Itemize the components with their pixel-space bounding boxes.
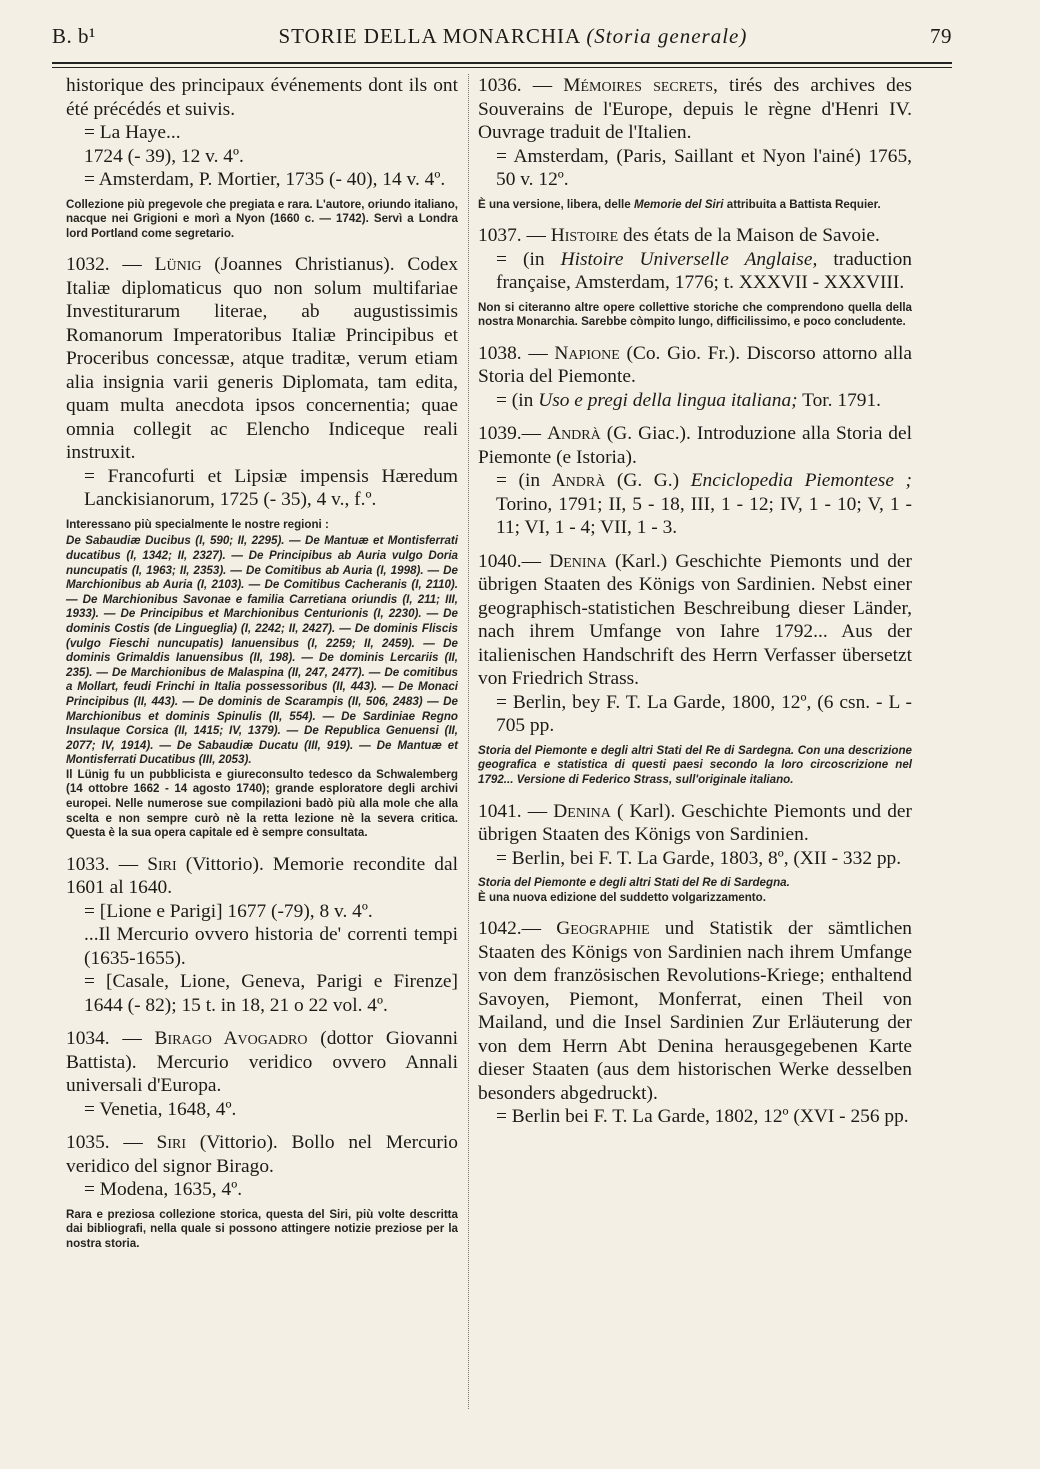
entry-imprint: = Modena, 1635, 4º.	[84, 1179, 243, 1201]
entry-author: Denina	[553, 800, 611, 822]
entry-text	[66, 853, 458, 900]
entry-text	[478, 800, 912, 847]
entry-number: 1032. —	[66, 254, 142, 276]
imprint-italic: Enciclopedia Piemontese ;	[690, 470, 912, 492]
entry-1035	[66, 1131, 458, 1251]
entry-title: (Co. Gio. Fr.). Discorso attorno alla Storia del Piemonte.	[478, 342, 912, 388]
entry-1036	[478, 74, 912, 212]
imprint-italic: Histoire Universelle Anglaise,	[560, 248, 818, 270]
entry-author: Napione	[554, 342, 620, 364]
entry-title: (Karl.) Geschichte Piemonts und der übrigen Staaten des Königs von Sardinien. Nebst einer geographisch-statistichen Beschreibung dieser Länder, nach ihrem Umfange von Iahre 1792... Aus der italienischen Handschrift des Herrn Verfasser übersetzt von Friedrich Strass.	[478, 550, 912, 690]
note-title: Interessano più specialmente le nostre regioni :	[66, 517, 329, 531]
entry-number: 1036. —	[478, 75, 553, 96]
entry-1034	[66, 1027, 458, 1121]
entry-note: Rara e preziosa collezione storica, questa del Siri, più volte descritta dai bibliografi, nella quale si possono attingere notizie preziose per la nostra storia.	[66, 1207, 458, 1251]
running-title-italic: (Storia generale)	[586, 24, 748, 48]
entry-title: ( Karl). Geschichte Piemonts und der übrigen Staaten des Königs von Sardinien.	[478, 800, 912, 846]
imprint-text: Torino, 1791; II, 5 - 18, III, 1 - 12; IV, 1 - 10; V, 1 - 11; VI, 1 - 4; VII, 1 - 3.	[496, 493, 912, 539]
entry-1041	[478, 800, 912, 906]
note-text: È una nuova edizione del suddetto volgarizzamento.	[478, 890, 766, 904]
entry-text: historique des principaux événements dont ils ont été précédés et suivis.	[66, 75, 458, 120]
entry-number: 1038. —	[478, 342, 548, 364]
entry-number: 1033. —	[66, 853, 139, 875]
entry-imprint: = Venetia, 1648, 4º.	[84, 1098, 237, 1120]
entry-imprint: = Berlin bei F. T. La Garde, 1802, 12º (XVI - 256 pp.	[496, 1106, 909, 1128]
entry-imprint: = Amsterdam, (Paris, Saillant et Nyon l'ainé) 1765, 50 v. 12º.	[496, 145, 912, 190]
entry-number: 1039.—	[478, 423, 542, 445]
entry-imprint: = Amsterdam, P. Mortier, 1735 (- 40), 14 v. 4º.	[84, 169, 446, 190]
entry-number: 1041. —	[478, 800, 548, 822]
entry-text	[66, 1131, 458, 1178]
entry-note	[478, 876, 912, 905]
entry-imprint	[478, 389, 912, 413]
entry-title: (Vittorio). Bollo nel Mercurio veridico del signor Birago.	[66, 1132, 458, 1177]
running-title-main: STORIE DELLA MONARCHIA	[278, 24, 581, 48]
entry-imprint: = La Haye...	[84, 122, 181, 143]
entry-imprint	[478, 248, 912, 295]
entry-text	[66, 253, 458, 465]
entry-note	[66, 518, 458, 533]
entry-1037	[478, 224, 912, 330]
entry-1038	[478, 342, 912, 413]
right-column	[478, 74, 912, 1449]
entry-continuation	[66, 74, 458, 241]
entry-text	[478, 342, 912, 389]
entry-author: Siri	[147, 853, 177, 875]
entry-imprint: = Berlin, bey F. T. La Garde, 1800, 12º, (6 csn. - L - 705 pp.	[496, 691, 912, 737]
entry-text	[66, 1027, 458, 1098]
entry-author: Andrà	[547, 423, 601, 445]
entry-imprint: = Berlin, bei F. T. La Garde, 1803, 8º, (XII - 332 pp.	[496, 847, 902, 869]
imprint-text: = (in	[496, 248, 545, 270]
entry-text	[478, 550, 912, 691]
note-text: attribuita a Battista Requier.	[726, 197, 881, 211]
entry-text	[478, 422, 912, 469]
signature-mark: B. b¹	[52, 24, 96, 48]
entry-title: (G. Giac.). Introduzione alla Storia del Piemonte (e Istoria).	[478, 423, 913, 468]
entry-text	[478, 74, 912, 145]
column-divider	[468, 74, 469, 1409]
entry-text: ...Il Mercurio ovvero historia de' correnti tempi (1635-1655).	[84, 924, 458, 969]
entry-number: 1037. —	[478, 225, 546, 247]
entry-note: Non si citeranno altre opere collettive storiche che comprendono quella della nostra Monarchia. Sarebbe còmpito lungo, difficilissimo, e poco concludente.	[478, 300, 912, 329]
running-title	[278, 24, 747, 49]
entry-note	[478, 198, 912, 213]
imprint-italic: Uso e pregi della lingua italiana;	[538, 389, 798, 411]
note-italic: Memorie del Siri	[633, 197, 724, 211]
entry-title: des états de la Maison de Savoie.	[623, 225, 880, 247]
entry-number: 1035. —	[66, 1132, 143, 1154]
entry-imprint: = [Lione e Parigi] 1677 (-79), 8 v. 4º.	[84, 900, 373, 922]
entry-author: Birago Avogadro	[154, 1028, 308, 1050]
header-rule	[52, 62, 952, 68]
note-text: È una versione, libera, delle	[478, 197, 631, 211]
entry-title: (Joannes Christianus). Codex Italiæ diplomaticus quo non solum multifariae Investiturarum literae, ab augustissimis Romanorum Imperatoribus Italiæ Principibus et Proceribus concessæ, atque traditæ, verum etiam alia insignia varii generis Diplomata, tam edita, quam multa anecdota ipsos concernentia; quae omnia collegit ac Elencho Indiceque reali instruxit.	[66, 254, 459, 464]
entry-author: Siri	[156, 1132, 186, 1154]
entry-note-list: De Sabaudiæ Ducibus (I, 590; II, 2295). — De Mantuæ et Montisferrati ducatibus (I, 1342; II, 2327). — De Principibus ab Auria vulgo Doria nuncupatis (I, 1963; II, 2353). — De Comitibus ab Auria (I, 1998). — De Marchionibus ab Auria (I, 2103). — De Comitibus Cacheranis (I, 2110). — De Marchionibus Savonae e familia Carretiana oriundis (I, 211; III, 1933). — De Principibus et Marchionibus Centurionis (I, 2230). — De dominis Costis (de Linguegliа) (I, 2242; II, 2427). — De dominis Fliscis (vulgo Fieschi nuncupatis) Ianuensibus (I, 2259; II, 2459). — De dominis Grimaldis Ianuensibus (II, 198). — De dominis Lercariis (II, 235). — De Marchionibus de Malaspina (II, 247, 2477). — De comitibus a Mollart, feudi Frinchi in Italia possessoribus (II, 443). — De Monaci Principibus (II, 443). — De dominis de Scarampis (II, 506, 2483) — De Marchionibus et dominis Spinulis (II, 554). — De Sardiniae Regno Insulaque Corsica (II, 1415; IV, 1379). — De Republica Genuensi (II, 2077; IV, 1914). — De Sabaudiæ Ducatu (III, 919). — De Mantuæ et Montisferrati Ducatibus (III, 2053).	[66, 534, 458, 767]
entry-imprint: = [Casale, Lione, Geneva, Parigi e Firenze] 1644 (- 82); 15 t. in 18, 21 o 22 vol. 4º.	[84, 971, 458, 1016]
entry-title: und Statistik der sämtlichen Staaten des Königs von Sardinien nach ihrem Umfange von dem französischen Revolutions-Kriege; enthaltend Savoyen, Piemont, Monferrat, einen Theil von Mailand, und die Insel Sardinien Zur Erläuterung der von dem Herrn Abt Denina herausgegebenen Karte dieser Staaten (aus dem historischen Werke desselben besonders abgedruckt).	[478, 918, 912, 1104]
entry-imprint	[478, 469, 912, 540]
entry-title: (Vittorio). Memorie recondite dal 1601 al 1640.	[66, 853, 458, 899]
entry-imprint: = Francofurti et Lipsiæ impensis Hæredum Lanckisianorum, 1725 (- 35), 4 v., f.º.	[84, 465, 458, 511]
entry-number: 1042.—	[478, 918, 542, 940]
entry-title: tirés des archives des Souverains de l'Europe, depuis le règne d'Henri IV. Ouvrage traduit de l'Italien.	[478, 75, 912, 143]
entry-text	[478, 917, 912, 1105]
entry-number: 1040.—	[478, 550, 542, 572]
entry-1032	[66, 253, 458, 841]
entry-1042	[478, 917, 912, 1129]
imprint-text: = (in	[496, 389, 534, 411]
entry-author: Histoire	[550, 225, 619, 247]
entry-1040	[478, 550, 912, 788]
imprint-author: Andrà	[551, 470, 606, 492]
imprint-text: = (in	[496, 470, 541, 492]
entry-imprint: 1724 (- 39), 12 v. 4º.	[84, 145, 244, 167]
imprint-text: Tor. 1791.	[802, 389, 882, 411]
entry-author: Mémoires secrets,	[563, 75, 718, 96]
entry-text	[478, 224, 912, 248]
imprint-text: (G. G.)	[616, 470, 680, 492]
entry-1039	[478, 422, 912, 540]
entry-1033	[66, 853, 458, 1018]
imprint-text: traduction française, Amsterdam, 1776; t. XXXVII - XXXVIII.	[496, 248, 912, 294]
entry-number: 1034. —	[66, 1028, 142, 1050]
entry-title: (dottor Giovanni Battista). Mercurio veridico ovvero Annali universali d'Europa.	[66, 1028, 458, 1097]
entry-note-bio: Il Lünig fu un pubblicista e giureconsulto tedesco da Schwalemberg (14 ottobre 1662 - 14 agosto 1740); grande esploratore degli archivi europei. Nelle numerose sue compilazioni badò più alla mole che alla scelta e non sempre curò nè la retta lezione nè la severa critica. Questa è la sua opera capitale ed è sempre consultata.	[66, 767, 458, 840]
page-number: 79	[929, 24, 952, 48]
entry-author: Lünig	[154, 254, 202, 276]
page-header	[52, 24, 952, 64]
entry-author: Geographie	[556, 918, 650, 940]
entry-note: Collezione più pregevole che pregiata e rara. L'autore, oriundo italiano, nacque nei Grigioni e morì a Nyon (1660 c. — 1742). Servì a Londra lord Portland come segretario.	[66, 197, 458, 240]
note-italic: Storia del Piemonte e degli altri Stati del Re di Sardegna.	[478, 876, 790, 890]
entry-note: Storia del Piemonte e degli altri Stati del Re di Sardegna. Con una descrizione geografica e statistica di questi paesi secondo la loro circoscrizione nel 1792... Versione di Federico Strass, sull'originale italiano.	[478, 743, 912, 786]
entry-author: Denina	[549, 550, 607, 572]
left-column	[66, 74, 458, 1449]
